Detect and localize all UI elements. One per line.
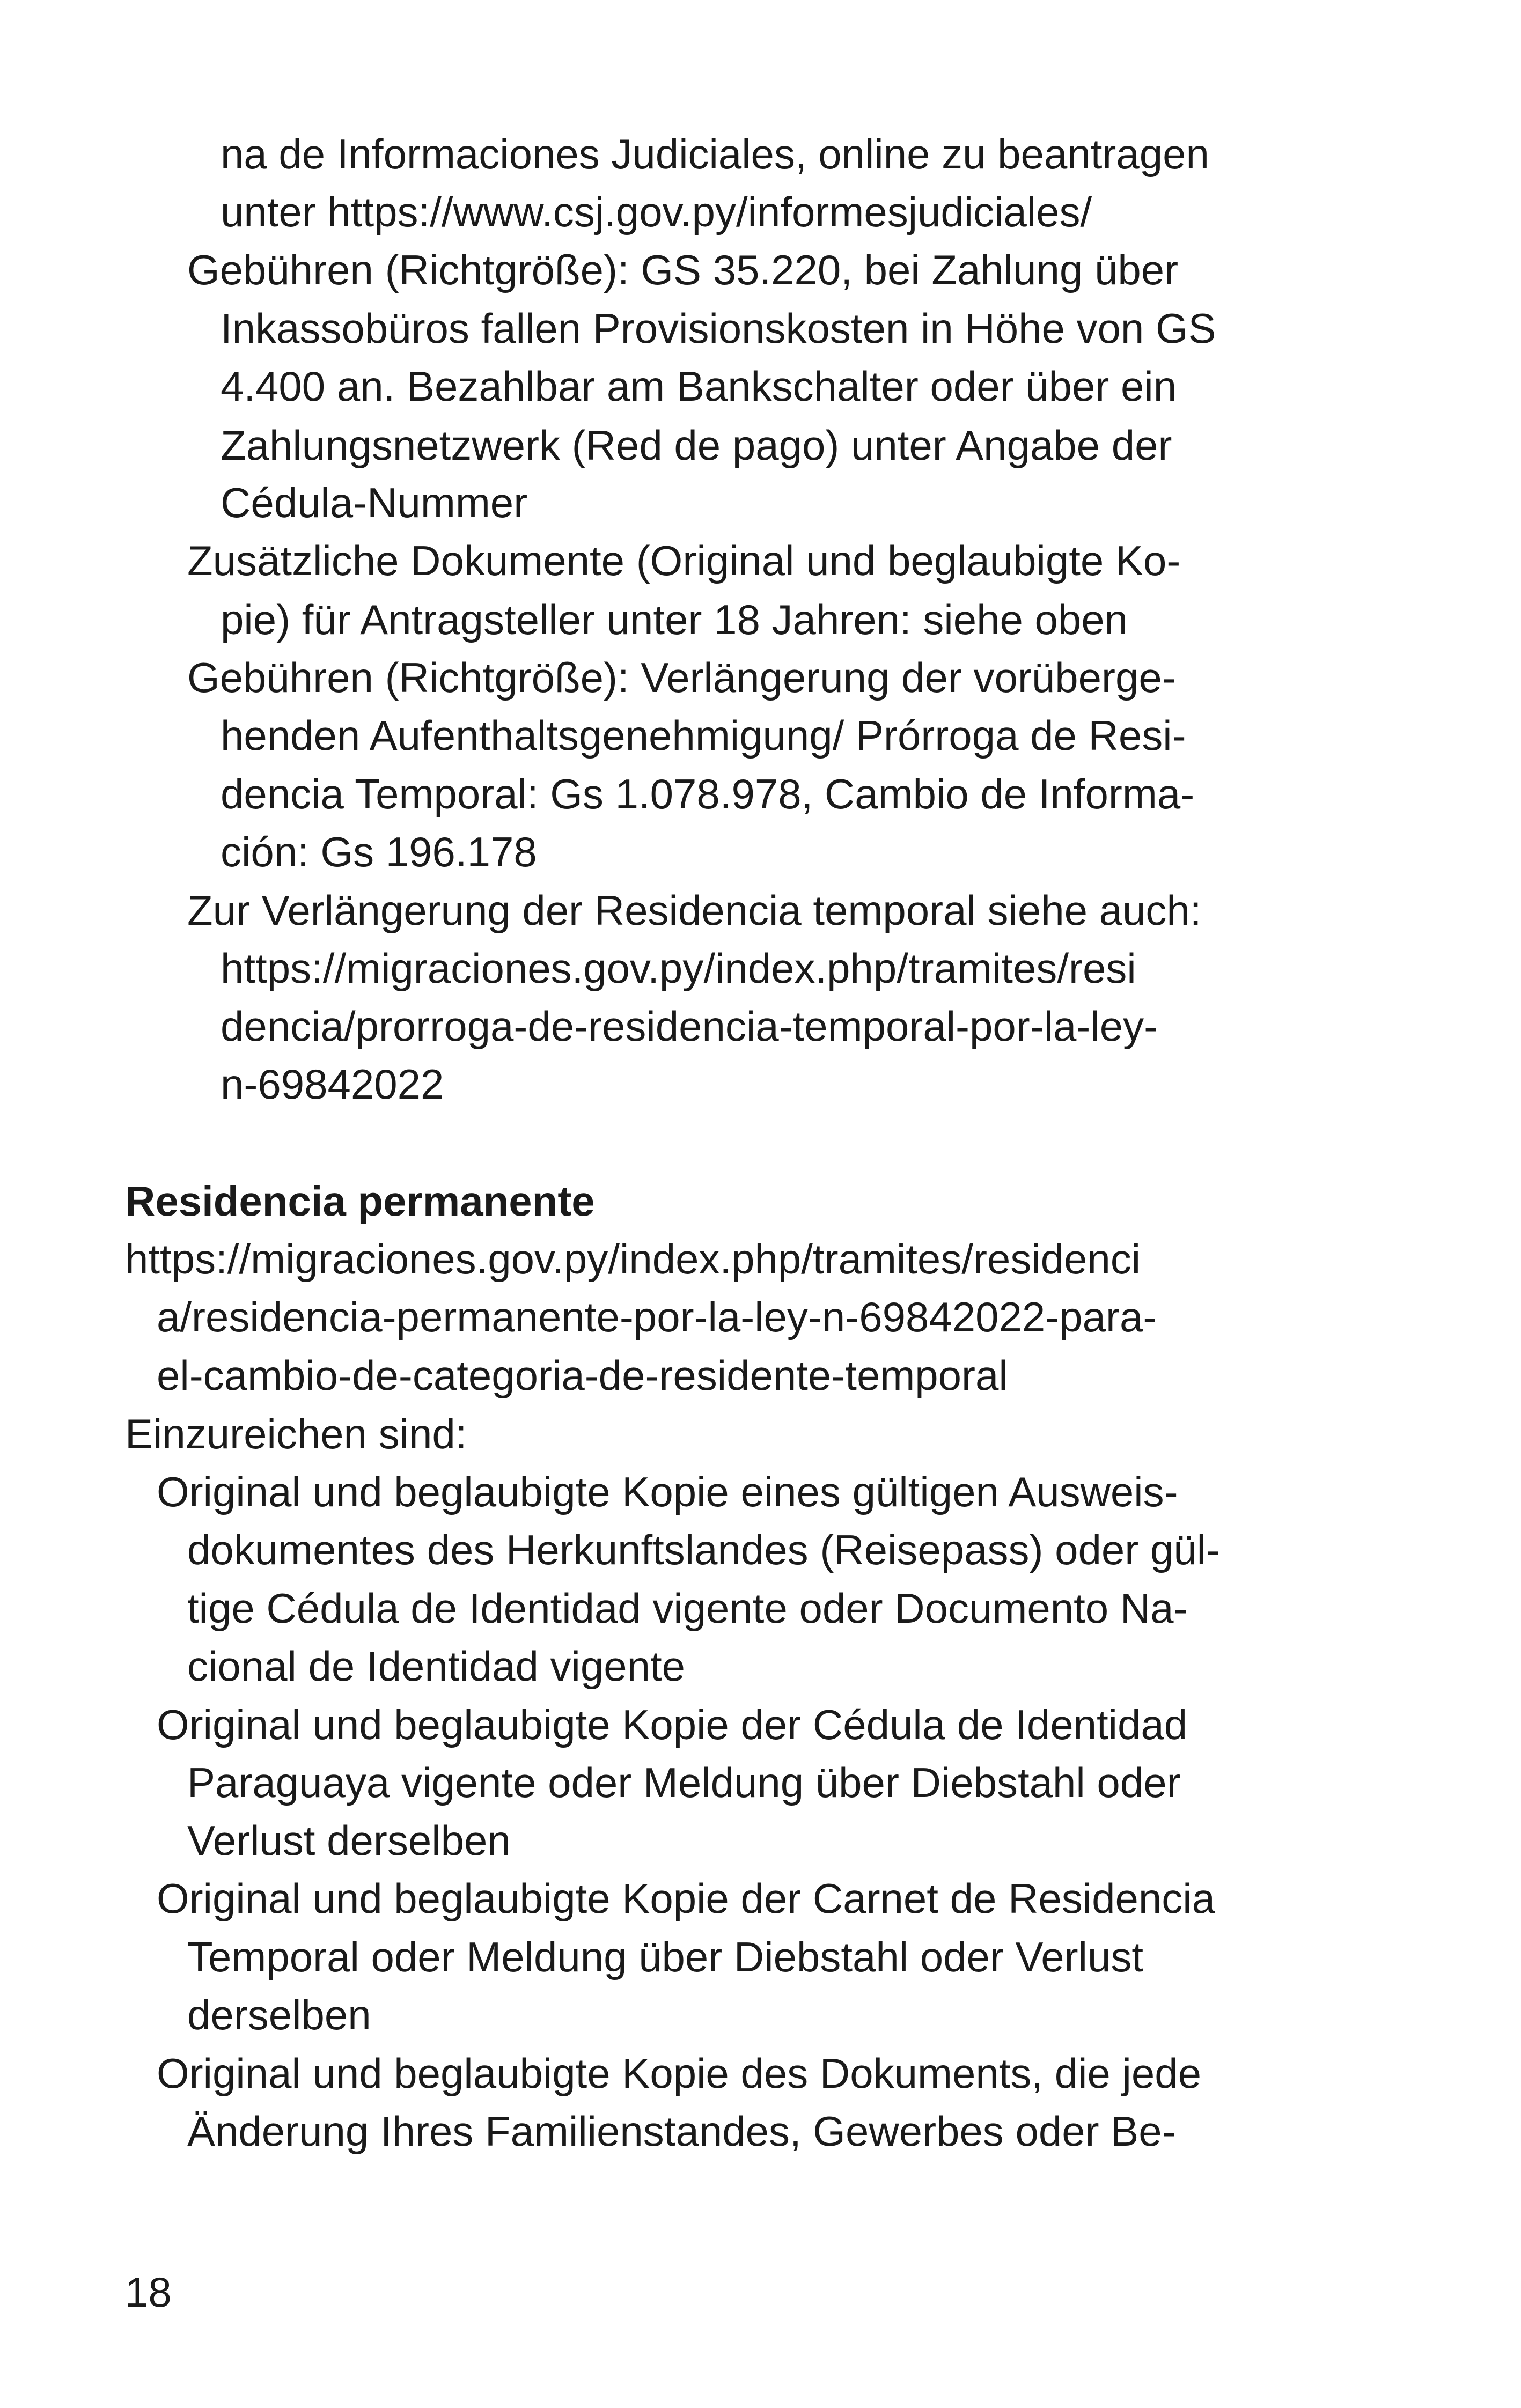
text-line: Zahlungsnetzwerk (Red de pago) unter Angabe der [221, 422, 1172, 469]
list-item: Original und beglaubigte Kopie der Cédula de Identidad [157, 1701, 1188, 1748]
text-line: ción: Gs 196.178 [221, 828, 537, 875]
text-line: Einzureichen sind: [125, 1410, 467, 1457]
text-line: Cédula-Nummer [221, 479, 528, 526]
link-text: n-69842022 [221, 1061, 444, 1108]
text-line: na de Informaciones Judiciales, online zu beantragen [221, 130, 1209, 178]
link-text: a/residencia-permanente-por-la-ley-n-69842022-para- [157, 1293, 1157, 1341]
link-text: https://migraciones.gov.py/index.php/tramites/residenci [125, 1235, 1141, 1283]
text-line: dokumentes des Herkunftslandes (Reisepass) oder gül- [187, 1526, 1220, 1573]
text-line: Gebühren (Richtgröße): GS 35.220, bei Zahlung über [187, 246, 1179, 293]
text-line: Inkassobüros fallen Provisionskosten in Höhe von GS [221, 305, 1216, 352]
link-text: https://migraciones.gov.py/index.php/tramites/resi [221, 945, 1136, 992]
text-line: pie) für Antragsteller unter 18 Jahren: siehe oben [221, 596, 1128, 643]
text-line: Gebühren (Richtgröße): Verlängerung der vorüberge- [187, 654, 1176, 701]
text-line: Zur Verlängerung der Residencia temporal siehe auch: [187, 887, 1202, 934]
section-heading: Residencia permanente [125, 1177, 595, 1225]
text-line: Zusätzliche Dokumente (Original und beglaubigte Ko- [187, 537, 1181, 584]
page-number: 18 [125, 2269, 172, 2316]
text-line: unter https://www.csj.gov.py/informesjudiciales/ [221, 188, 1092, 235]
link-text: dencia/prorroga-de-residencia-temporal-por-la-ley- [221, 1003, 1158, 1050]
text-line: dencia Temporal: Gs 1.078.978, Cambio de Informa- [221, 770, 1195, 818]
link-text: el-cambio-de-categoria-de-residente-temporal [157, 1352, 1008, 1399]
list-item: Original und beglaubigte Kopie des Dokuments, die jede [157, 2050, 1201, 2097]
text-line: henden Aufenthaltsgenehmigung/ Prórroga de Resi- [221, 712, 1186, 759]
text-line: Verlust derselben [187, 1817, 511, 1864]
text-line: Änderung Ihres Familienstandes, Gewerbes oder Be- [187, 2108, 1176, 2155]
text-line: 4.400 an. Bezahlbar am Bankschalter oder über ein [221, 363, 1177, 410]
text-line: derselben [187, 1991, 371, 2038]
text-line: tige Cédula de Identidad vigente oder Documento Na- [187, 1585, 1188, 1632]
list-item: Original und beglaubigte Kopie eines gültigen Ausweis- [157, 1468, 1178, 1515]
text-line: Paraguaya vigente oder Meldung über Diebstahl oder [187, 1759, 1181, 1806]
text-line: Temporal oder Meldung über Diebstahl oder Verlust [187, 1933, 1144, 1980]
text-line: cional de Identidad vigente [187, 1643, 686, 1690]
list-item: Original und beglaubigte Kopie der Carnet de Residencia [157, 1875, 1215, 1922]
